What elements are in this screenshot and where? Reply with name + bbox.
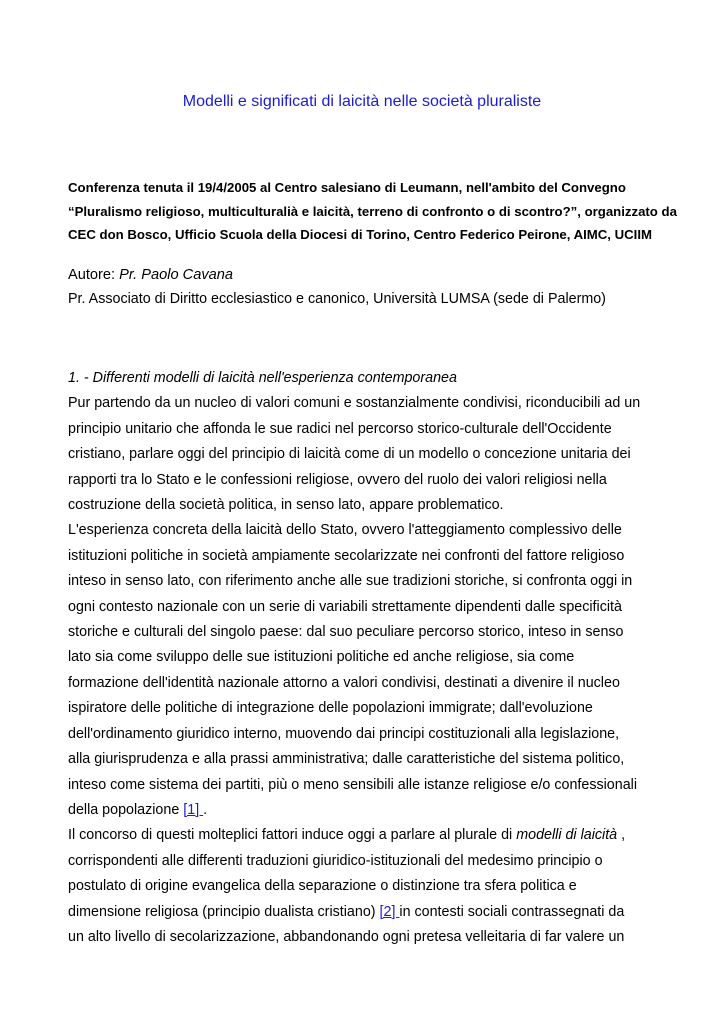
- text-line: postulato di origine evangelica della separazione o distinzione tra sfera politica e: [68, 878, 577, 895]
- footnote-link-1[interactable]: [1]: [183, 801, 204, 818]
- footnote-link-2[interactable]: [2]: [379, 903, 400, 920]
- text-line: inteso come sistema dei partiti, più o meno sensibili alle istanze religiose e/o confessionali: [68, 776, 637, 793]
- text-span: in contesti sociali contrassegnati da: [399, 903, 625, 920]
- paragraph-1: [68, 391, 688, 518]
- text-line: principio unitario che affonda le sue radici nel percorso storico-culturale dell'Occidente: [68, 420, 612, 437]
- text-line: ispiratore delle politiche di integrazione delle popolazioni immigrate; dall'evoluzione: [68, 700, 593, 717]
- intro-line: “Pluralismo religioso, multiculturalià e laicità, terreno di confronto o di scontro?”, organizzato da: [68, 203, 677, 219]
- text-line: [68, 823, 688, 848]
- author-line: [68, 263, 668, 287]
- text-line: [68, 900, 688, 925]
- text-line: inteso in senso lato, con riferimento anche alle sue tradizioni storiche, si confronta oggi in: [68, 573, 633, 590]
- text-line: lato sia come sviluppo delle sue istituzioni politiche ed anche religiose, sia come: [68, 649, 575, 666]
- paragraph-2: [68, 518, 688, 823]
- text-line: dell'ordinamento giuridico interno, muovendo dai principi costituzionali alla legislazione,: [68, 725, 620, 742]
- text-line: Pur partendo da un nucleo di valori comuni e sostanzialmente condivisi, riconducibili ad un: [68, 395, 641, 412]
- text-span: della popolazione: [68, 801, 184, 818]
- text-line: storiche e culturali del singolo paese: dal suo peculiare percorso storico, inteso in senso: [68, 624, 624, 641]
- text-span: .: [203, 801, 208, 818]
- document-title: Modelli e significati di laicità nelle società pluraliste: [182, 93, 542, 110]
- text-line: formazione dell'identità nazionale attorno a valori condivisi, destinati a divenire il nucleo: [68, 674, 620, 691]
- text-span: Il concorso di questi molteplici fattori induce oggi a parlare al plurale di: [68, 827, 517, 844]
- author-name: Pr. Paolo Cavana: [119, 267, 233, 283]
- text-span: ,: [617, 827, 626, 844]
- text-line: un alto livello di secolarizzazione, abbandonando ogni pretesa velleitaria di far valere un: [68, 928, 625, 945]
- intro-line: Conferenza tenuta il 19/4/2005 al Centro salesiano di Leumann, nell'ambito del Convegno: [68, 180, 626, 195]
- section-1: [68, 366, 688, 950]
- text-line: rapporti tra lo Stato e le confessioni religiose, ovvero del ruolo dei valori religiosi nella: [68, 471, 607, 488]
- text-line: corrispondenti alle differenti traduzioni giuridico-istituzionali del medesimo principio o: [68, 852, 603, 869]
- text-line: L'esperienza concreta della laicità dello Stato, ovvero l'atteggiamento complessivo delle: [68, 522, 622, 539]
- text-span: dimensione religiosa (principio dualista cristiano): [68, 903, 380, 920]
- intro-line: CEC don Bosco, Ufficio Scuola della Diocesi di Torino, Centro Federico Peirone, AIMC, UCIIM: [68, 227, 652, 242]
- text-line: istituzioni politiche in società ampiamente secolarizzate nei confronti del fattore religioso: [68, 547, 625, 564]
- text-line: alla giurisprudenza e alla prassi amministrativa; dalle caratteristiche del sistema politico,: [68, 751, 625, 768]
- conference-intro: [68, 176, 677, 247]
- paragraph-3: [68, 823, 688, 950]
- text-line: costruzione della società politica, in senso lato, appare problematico.: [68, 497, 504, 514]
- author-label: Autore:: [68, 267, 116, 283]
- author-affiliation: Pr. Associato di Diritto ecclesiastico e canonico, Università LUMSA (sede di Palermo): [68, 291, 606, 307]
- section-heading: 1. - Differenti modelli di laicità nell'esperienza contemporanea: [68, 370, 457, 386]
- text-line: ogni contesto nazionale con un serie di variabili strettamente dipendenti dalle specificità: [68, 598, 622, 615]
- text-line: cristiano, parlare oggi del principio di laicità come di un modello o concezione unitaria dei: [68, 446, 631, 463]
- emphasis-text: modelli di laicità: [516, 827, 618, 844]
- text-line: [68, 798, 688, 823]
